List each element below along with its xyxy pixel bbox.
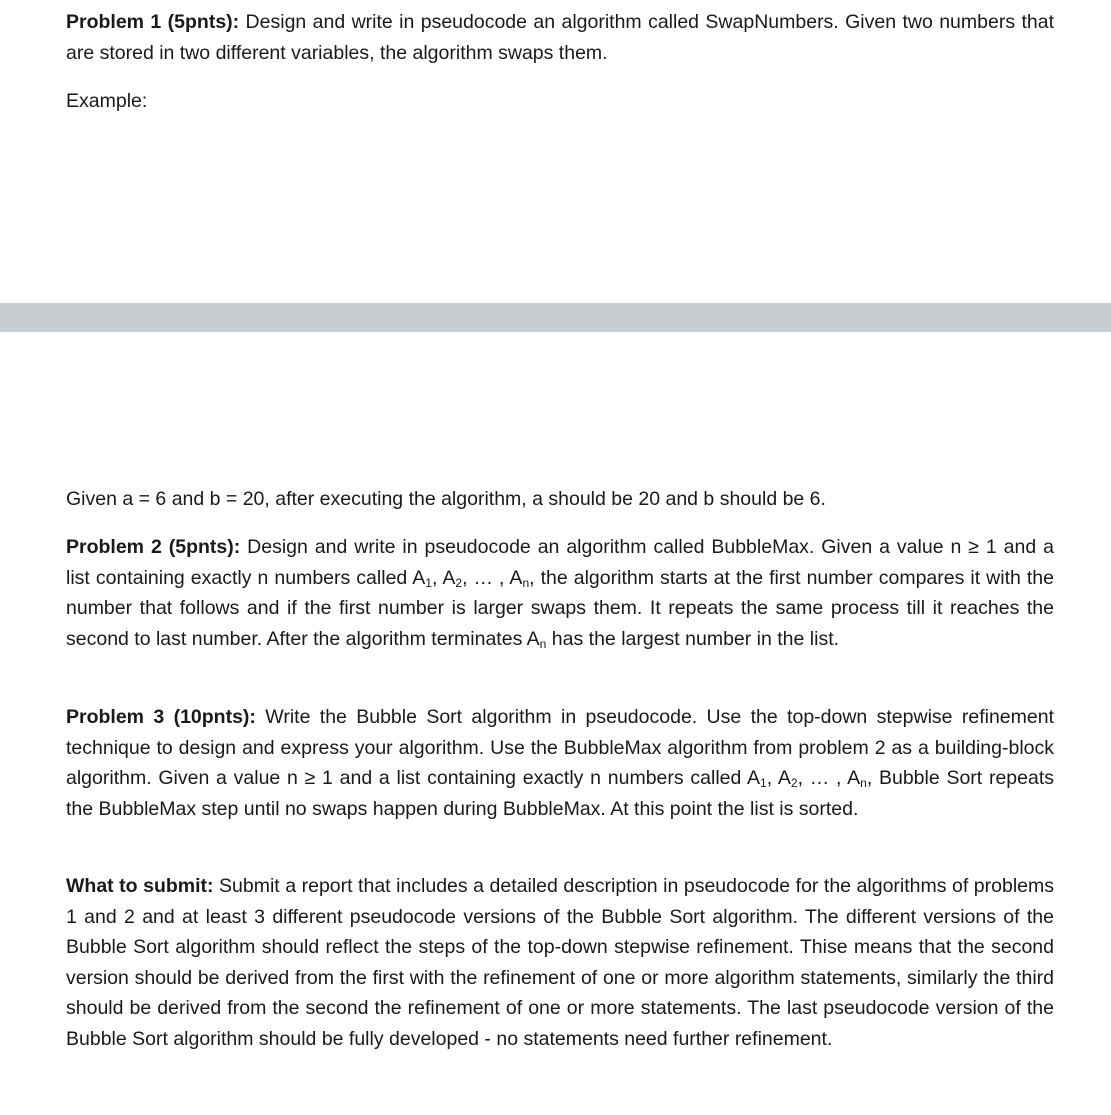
problem-2-text: has the largest number in the list. <box>546 627 840 650</box>
problem-3-label: Problem 3 (10pnts): <box>66 706 256 728</box>
problem-2-text: , A <box>431 566 456 589</box>
problem-3-text: , … , A <box>797 767 861 789</box>
problem-1-label: Problem 1 (5pnts): <box>66 11 240 33</box>
problem-2 <box>66 532 1054 654</box>
subscript: 2 <box>790 776 798 791</box>
problem-2-text: Design and write in pseudocode an algorithm called BubbleMax. Given a value n ≥ 1 and a list containing exactly n numbers called A <box>66 536 1055 589</box>
example-label: Example: <box>66 90 148 112</box>
what-to-submit-text: Submit a report that includes a detailed description in pseudocode for the algorithms of problems 1 and 2 and at least 3 different pseudocode versions of the Bubble Sort algorithm. The different versions of the Bubble Sort algorithm should reflect the steps of the top-down stepwise refinement. Thise means that the second version should be derived from the first with the refinement of one or more algorithm statements, similarly the third should be derived from the second the refinement of one or more statements. The last pseudocode version of the Bubble Sort algorithm should be fully developed - no statements need further refinement. <box>66 875 1054 1050</box>
problem-2-label: Problem 2 (5pnts): <box>66 536 241 558</box>
subscript: n <box>539 636 547 651</box>
problem-1 <box>66 7 1054 68</box>
subscript: 1 <box>425 575 432 590</box>
problem-3 <box>66 702 1054 824</box>
subscript: n <box>860 776 867 791</box>
subscript: 2 <box>455 575 463 590</box>
problem-2-text: , the algorithm starts at the first number compares it with the number that follows and if the first number is larger swaps them. It repeats the same process till it reaches the second to last number. After the algorithm terminates A <box>66 566 1054 650</box>
example-result: Given a = 6 and b = 20, after executing the algorithm, a should be 20 and b should be 6. <box>66 488 826 510</box>
problem-3-text: , Bubble Sort repeats the BubbleMax step until no swaps happen during BubbleMax. At this point the list is sorted. <box>66 767 1054 820</box>
what-to-submit <box>66 871 1054 1054</box>
problem-3-text: Write the Bubble Sort algorithm in pseudocode. Use the top-down stepwise refinement technique to design and express your algorithm. Use the BubbleMax algorithm from problem 2 as a building-block algorithm. Given a value n ≥ 1 and a list containing exactly n numbers called A <box>66 706 1054 789</box>
subscript: 1 <box>760 776 767 791</box>
subscript: n <box>522 575 530 590</box>
problem-2-text: , … , A <box>462 566 523 589</box>
problem-1-text: Design and write in pseudocode an algorithm called SwapNumbers. Given two numbers that are stored in two different variables, the algorithm swaps them. <box>66 11 1055 64</box>
problem-3-text: , A <box>766 767 791 789</box>
what-to-submit-label: What to submit: <box>66 875 214 897</box>
page-divider <box>0 303 1111 332</box>
